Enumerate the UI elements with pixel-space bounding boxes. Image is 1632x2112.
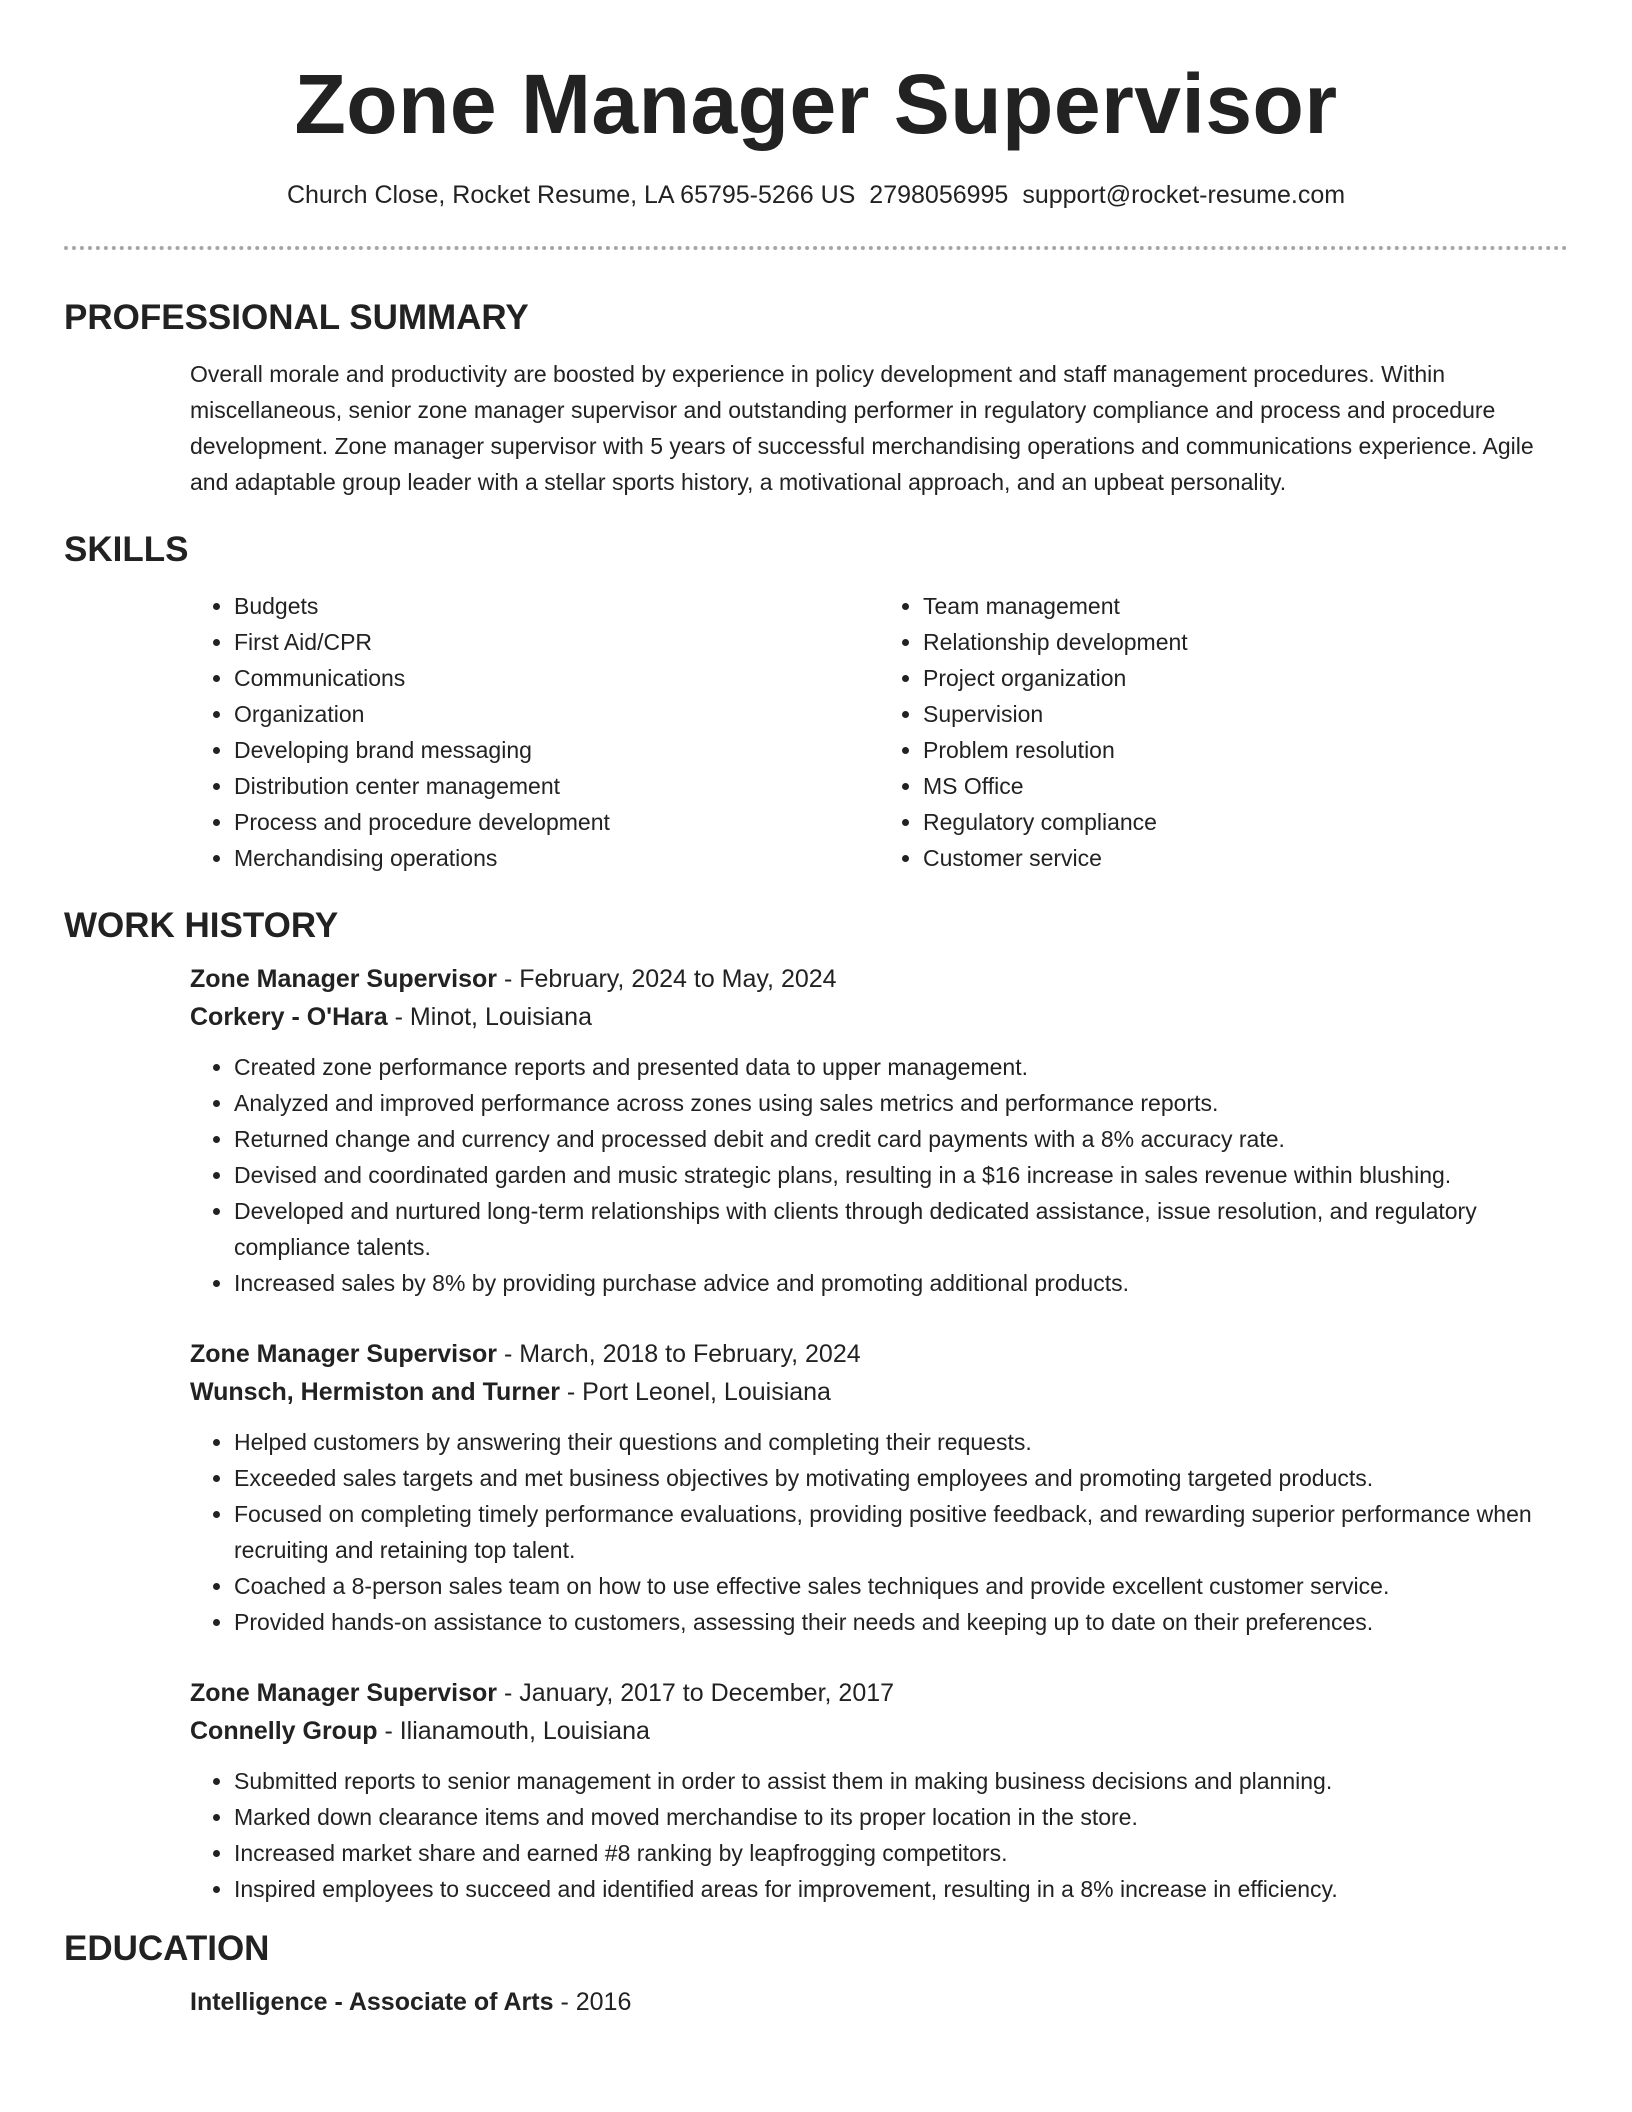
- skills-column-right: [879, 588, 1568, 876]
- job-company: Wunsch, Hermiston and Turner: [190, 1378, 560, 1406]
- education-school: Intelligence - Associate of Arts: [190, 1988, 554, 2016]
- job-dates: - March, 2018 to February, 2024: [497, 1340, 861, 1368]
- skill-item: • Project organization: [923, 660, 1568, 696]
- job-location: - Ilianamouth, Louisiana: [377, 1717, 650, 1745]
- job-bullet: • Analyzed and improved performance across zones using sales metrics and performance reports.: [234, 1085, 1568, 1121]
- job-bullet: • Coached a 8-person sales team on how to use effective sales techniques and provide excellent customer service.: [234, 1568, 1568, 1604]
- job-location: - Port Leonel, Louisiana: [559, 1378, 831, 1406]
- job-bullet: • Focused on completing timely performance evaluations, providing positive feedback, and rewarding superior performance when recruiting and retaining top talent.: [234, 1496, 1568, 1568]
- job-bullets: [190, 1049, 1568, 1301]
- job-title-line: [190, 960, 1568, 998]
- skill-item: • Budgets: [234, 588, 879, 624]
- job-bullet: • Devised and coordinated garden and music strategic plans, resulting in a $16 increase in sales revenue within blushing.: [234, 1157, 1568, 1193]
- job-bullets: [190, 1763, 1568, 1907]
- skill-item: • Customer service: [923, 840, 1568, 876]
- skill-item: • Process and procedure development: [234, 804, 879, 840]
- job-bullet: • Exceeded sales targets and met business objectives by motivating employees and promoting targeted products.: [234, 1460, 1568, 1496]
- education-year: - 2016: [553, 1988, 632, 2016]
- skill-item: • Supervision: [923, 696, 1568, 732]
- job-role: Zone Manager Supervisor: [190, 965, 498, 993]
- job-title-line: [190, 1335, 1568, 1373]
- resume-name: Zone Manager Supervisor: [294, 57, 1338, 151]
- skill-item: • Communications: [234, 660, 879, 696]
- job-entry: [190, 1674, 1568, 1907]
- job-bullets: [190, 1424, 1568, 1640]
- contact-address: Church Close, Rocket Resume, LA 65795-5266 US: [286, 181, 856, 209]
- job-company-line: [190, 1373, 1568, 1411]
- job-bullet: • Inspired employees to succeed and identified areas for improvement, resulting in a 8% increase in efficiency.: [234, 1871, 1568, 1907]
- job-company-line: [190, 1712, 1568, 1750]
- job-role: Zone Manager Supervisor: [190, 1679, 498, 1707]
- education-list: [190, 1983, 1568, 2021]
- skill-item: • MS Office: [923, 768, 1568, 804]
- skill-item: • Organization: [234, 696, 879, 732]
- job-company-line: [190, 998, 1568, 1036]
- job-bullet: • Developed and nurtured long-term relationships with clients through dedicated assistance, issue resolution, and regulatory compliance talents.: [234, 1193, 1568, 1265]
- resume-page: [64, 0, 1568, 2021]
- skill-item: • Regulatory compliance: [923, 804, 1568, 840]
- skill-item: • Relationship development: [923, 624, 1568, 660]
- job-entry: [190, 960, 1568, 1301]
- job-bullet: • Marked down clearance items and moved merchandise to its proper location in the store.: [234, 1799, 1568, 1835]
- education-entry: [190, 1983, 1568, 2021]
- job-bullet: • Provided hands-on assistance to customers, assessing their needs and keeping up to date on their preferences.: [234, 1604, 1568, 1640]
- education-heading: EDUCATION: [64, 1929, 270, 1968]
- job-bullet: • Increased market share and earned #8 ranking by leapfrogging competitors.: [234, 1835, 1568, 1871]
- job-dates: - February, 2024 to May, 2024: [497, 965, 837, 993]
- skill-item: • Developing brand messaging: [234, 732, 879, 768]
- summary-section: [190, 356, 1568, 500]
- job-bullet: • Returned change and currency and processed debit and credit card payments with a 8% accuracy rate.: [234, 1121, 1568, 1157]
- skill-item: • Problem resolution: [923, 732, 1568, 768]
- job-company: Corkery - O'Hara: [190, 1003, 388, 1031]
- job-title-line: [190, 1674, 1568, 1712]
- skill-item: • First Aid/CPR: [234, 624, 879, 660]
- contact-line: [64, 180, 1568, 210]
- job-bullet: • Created zone performance reports and presented data to upper management.: [234, 1049, 1568, 1085]
- skill-item: • Team management: [923, 588, 1568, 624]
- skills-heading: SKILLS: [64, 530, 189, 569]
- job-entry: [190, 1335, 1568, 1640]
- job-location: - Minot, Louisiana: [387, 1003, 592, 1031]
- job-bullet: • Submitted reports to senior management in order to assist them in making business decisions and planning.: [234, 1763, 1568, 1799]
- header-divider: [64, 246, 1568, 250]
- contact-phone: 2798056995: [869, 181, 1009, 209]
- skill-item: • Distribution center management: [234, 768, 879, 804]
- job-bullet: • Increased sales by 8% by providing purchase advice and promoting additional products.: [234, 1265, 1568, 1301]
- job-company: Connelly Group: [190, 1717, 378, 1745]
- summary-heading: PROFESSIONAL SUMMARY: [64, 298, 529, 337]
- summary-text: Overall morale and productivity are boosted by experience in policy development and staff management procedures. Within miscellaneous, senior zone manager supervisor and outstanding performer in regulatory compliance and process and procedure development. Zone manager supervisor with 5 years of successful merchandising operations and communications experience. Agile and adaptable group leader with a stellar sports history, a motivational approach, and an upbeat personality.: [190, 361, 1534, 495]
- job-role: Zone Manager Supervisor: [190, 1340, 498, 1368]
- skills-list: [190, 588, 1568, 876]
- job-bullet: • Helped customers by answering their questions and completing their requests.: [234, 1424, 1568, 1460]
- work-history-heading: WORK HISTORY: [64, 906, 339, 945]
- contact-email: support@rocket-resume.com: [1022, 181, 1346, 209]
- job-dates: - January, 2017 to December, 2017: [497, 1679, 895, 1707]
- skills-column-left: [190, 588, 879, 876]
- skill-item: • Merchandising operations: [234, 840, 879, 876]
- work-history-list: [190, 960, 1568, 1907]
